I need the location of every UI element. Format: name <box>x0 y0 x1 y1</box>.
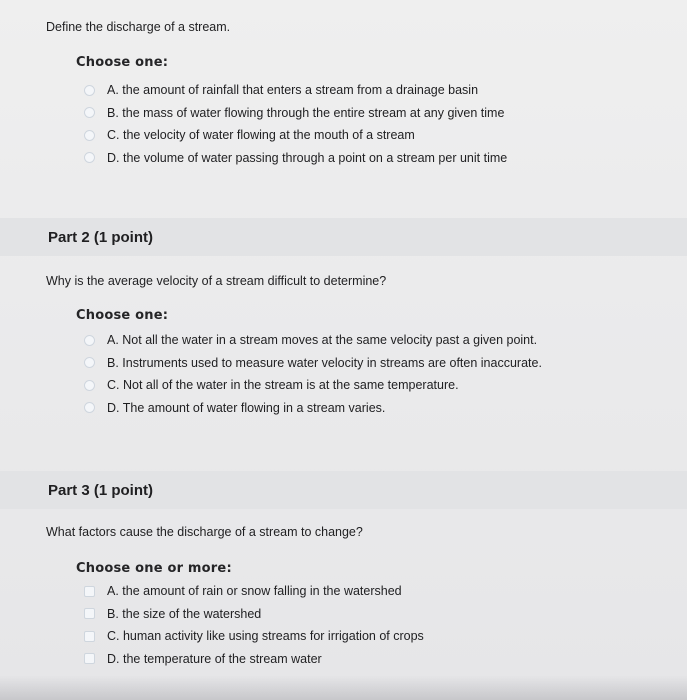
part2-title: Part 2 (1 point) <box>48 229 154 246</box>
checkbox-icon[interactable] <box>84 653 95 664</box>
part3-options <box>84 580 424 670</box>
part1-options <box>84 79 507 169</box>
part3-option-b[interactable] <box>84 603 424 626</box>
part1-choose-label: Choose one: <box>76 55 169 70</box>
part3-option-a[interactable] <box>84 580 424 603</box>
checkbox-icon[interactable] <box>84 631 95 642</box>
part2-choose-label: Choose one: <box>76 308 169 323</box>
checkbox-icon[interactable] <box>84 608 95 619</box>
option-label: B. Instruments used to measure water velocity in streams are often inaccurate. <box>107 355 542 370</box>
option-label: D. the temperature of the stream water <box>107 651 322 666</box>
part1-option-c[interactable] <box>84 124 507 147</box>
option-label: C. Not all of the water in the stream is at the same temperature. <box>107 378 459 393</box>
option-label: A. Not all the water in a stream moves at the same velocity past a given point. <box>107 333 538 348</box>
option-label: B. the size of the watershed <box>107 606 262 621</box>
radio-icon[interactable] <box>84 85 95 96</box>
checkbox-icon[interactable] <box>84 586 95 597</box>
option-label: D. the volume of water passing through a point on a stream per unit time <box>107 150 508 165</box>
part2-option-b[interactable] <box>84 352 542 375</box>
part3-option-d[interactable] <box>84 648 424 671</box>
radio-icon[interactable] <box>84 402 95 413</box>
part3-choose-label: Choose one or more: <box>76 561 232 576</box>
part2-options <box>84 329 542 419</box>
bottom-shadow <box>0 675 687 700</box>
option-label: A. the amount of rain or snow falling in the watershed <box>107 584 402 599</box>
part1-option-d[interactable] <box>84 147 507 170</box>
option-label: C. the velocity of water flowing at the mouth of a stream <box>107 128 415 143</box>
part2-option-c[interactable] <box>84 374 542 397</box>
part2-option-d[interactable] <box>84 397 542 420</box>
part3-question: What factors cause the discharge of a stream to change? <box>46 525 363 539</box>
part3-title: Part 3 (1 point) <box>48 482 154 499</box>
option-label: D. The amount of water flowing in a stream varies. <box>107 400 386 415</box>
radio-icon[interactable] <box>84 107 95 118</box>
radio-icon[interactable] <box>84 335 95 346</box>
part1-question: Define the discharge of a stream. <box>46 20 231 34</box>
part1-option-a[interactable] <box>84 79 507 102</box>
part3-option-c[interactable] <box>84 625 424 648</box>
part2-question: Why is the average velocity of a stream difficult to determine? <box>46 274 387 288</box>
radio-icon[interactable] <box>84 152 95 163</box>
option-label: B. the mass of water flowing through the entire stream at any given time <box>107 105 505 120</box>
part2-option-a[interactable] <box>84 329 542 352</box>
option-label: C. human activity like using streams for irrigation of crops <box>107 629 424 644</box>
part1-option-b[interactable] <box>84 102 507 125</box>
radio-icon[interactable] <box>84 130 95 141</box>
option-label: A. the amount of rainfall that enters a stream from a drainage basin <box>107 83 479 98</box>
radio-icon[interactable] <box>84 380 95 391</box>
radio-icon[interactable] <box>84 357 95 368</box>
